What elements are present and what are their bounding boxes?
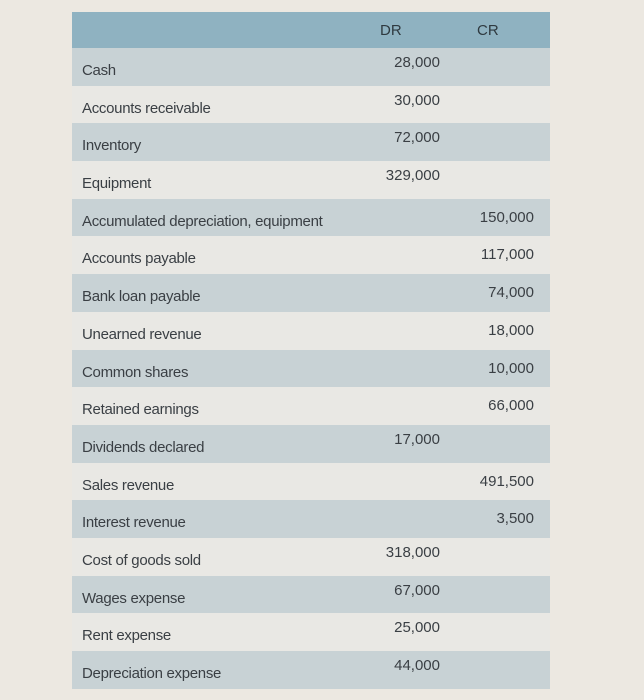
- table-row: [72, 161, 550, 199]
- table-row: [72, 86, 550, 124]
- account-name: Rent expense: [82, 627, 171, 645]
- account-name: Equipment: [82, 175, 152, 193]
- account-name: Interest revenue: [82, 514, 186, 532]
- table-row: [72, 538, 550, 576]
- account-name: Accounts payable: [82, 250, 196, 268]
- debit-amount: 17,000: [394, 430, 440, 448]
- credit-amount: 18,000: [488, 321, 534, 339]
- account-name: Sales revenue: [82, 476, 174, 494]
- debit-amount: 25,000: [394, 619, 440, 637]
- account-name: Common shares: [82, 363, 189, 381]
- debit-amount: 28,000: [394, 54, 440, 71]
- debit-amount: 30,000: [394, 91, 440, 109]
- debit-amount: 72,000: [394, 129, 440, 147]
- table-row: [72, 387, 550, 425]
- account-name: Depreciation expense: [82, 665, 222, 682]
- header-cr: CR: [477, 21, 499, 39]
- table-row: [72, 350, 550, 388]
- table-row: [72, 48, 550, 86]
- table-header: [72, 12, 550, 48]
- debit-amount: 44,000: [394, 657, 440, 674]
- account-name: Bank loan payable: [82, 288, 201, 306]
- credit-amount: 117,000: [480, 246, 534, 264]
- debit-amount: 67,000: [394, 581, 440, 599]
- trial-balance-table: [72, 12, 550, 689]
- table-body: [72, 48, 550, 689]
- account-name: Wages expense: [82, 589, 186, 607]
- credit-amount: 3,500: [496, 510, 534, 528]
- account-name: Accounts receivable: [82, 99, 211, 117]
- debit-amount: 318,000: [385, 543, 440, 561]
- table-row: [72, 274, 550, 312]
- table-row: [72, 312, 550, 350]
- table-row: [72, 576, 550, 614]
- credit-amount: 491,500: [479, 472, 534, 490]
- credit-amount: 150,000: [479, 208, 534, 226]
- debit-amount: 329,000: [385, 167, 440, 185]
- account-name: Dividends declared: [82, 438, 205, 456]
- table-row: [72, 500, 550, 538]
- account-name: Unearned revenue: [82, 325, 202, 343]
- account-name: Cost of goods sold: [82, 551, 201, 569]
- table-row: [72, 123, 550, 161]
- table-row: [72, 425, 550, 463]
- account-name: Cash: [82, 62, 116, 79]
- table-row: [72, 236, 550, 274]
- account-name: Retained earnings: [82, 401, 199, 419]
- header-dr: DR: [380, 21, 402, 39]
- account-name: Accumulated depreciation, equipment: [82, 212, 323, 230]
- table-row: [72, 613, 550, 651]
- credit-amount: 74,000: [488, 284, 534, 302]
- credit-amount: 66,000: [488, 397, 534, 415]
- table-row: [72, 651, 550, 689]
- table-row: [72, 463, 550, 501]
- credit-amount: 10,000: [488, 359, 534, 377]
- table-row: [72, 199, 550, 237]
- account-name: Inventory: [82, 137, 141, 155]
